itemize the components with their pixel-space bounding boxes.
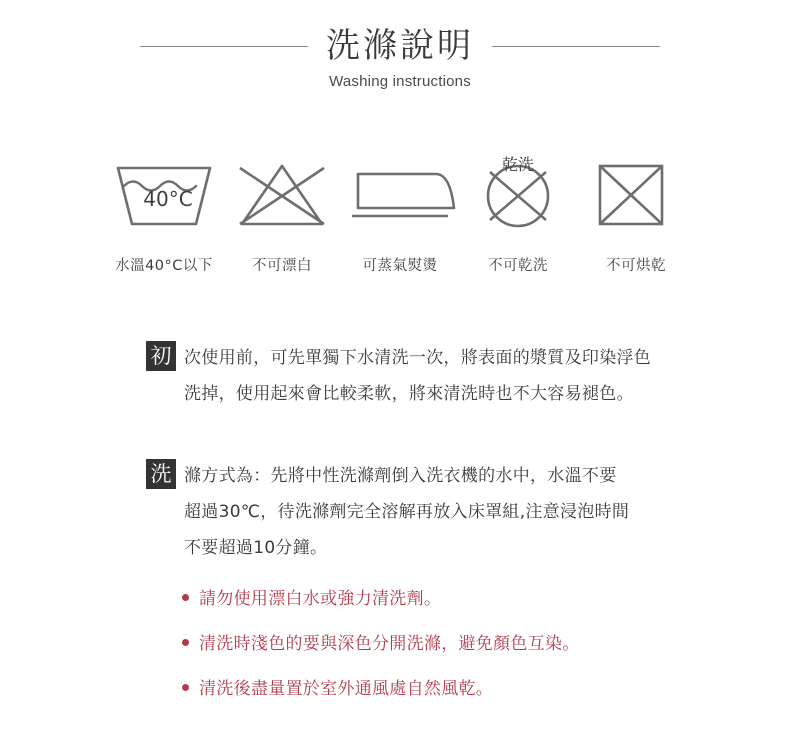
no-bleach-triangle-icon xyxy=(226,148,338,240)
care-icon-row xyxy=(0,148,800,275)
care-icon-label-tumbledry: 不可烘乾 xyxy=(606,258,666,274)
care-icon-cell-tumbledry xyxy=(577,148,695,275)
care-icon-cell-bleach xyxy=(223,148,341,275)
svg-text:40°C: 40°C xyxy=(143,187,193,211)
no-tumble-dry-icon xyxy=(580,148,692,240)
care-icon-cell-iron xyxy=(341,148,459,275)
paragraph-marker-xi: 洗 xyxy=(146,459,176,489)
paragraph2-text-line3: 不要超過10分鐘。 xyxy=(184,538,328,558)
bullet-text: 清洗後盡量置於室外通風處自然風乾。 xyxy=(199,678,494,699)
care-icon-cell-wash xyxy=(105,148,223,275)
list-item xyxy=(182,678,742,702)
paragraph-text-rest: 洗掉，使用起來會比較柔軟，將來清洗時也不大容易褪色。 xyxy=(184,384,634,404)
page-subtitle: Washing instructions xyxy=(329,73,471,91)
wash-tub-40c-icon xyxy=(108,148,220,240)
title-row xyxy=(0,28,800,65)
title-rule-right xyxy=(492,46,660,47)
paragraph-marker-chu: 初 xyxy=(146,341,176,371)
paragraph-text-line1: 次使用前，可先單獨下水清洗一次，將表面的漿質及印染浮色 xyxy=(184,348,652,368)
bullet-dot-icon xyxy=(182,684,189,691)
instruction-paragraph-washing-method xyxy=(146,458,706,566)
page-header xyxy=(0,28,800,90)
instruction-paragraph-first-use xyxy=(146,340,706,412)
bullet-dot-icon xyxy=(182,639,189,646)
dry-clean-overlay-text: 乾洗 xyxy=(501,155,535,174)
bullet-dot-icon xyxy=(182,594,189,601)
paragraph-first-line xyxy=(146,340,706,376)
bullet-text: 請勿使用漂白水或強力清洗劑。 xyxy=(199,589,442,609)
page-title: 洗滌說明 xyxy=(326,26,474,66)
paragraph2-text-line2: 超過30℃，待洗滌劑完全溶解再放入床罩組,注意浸泡時間 xyxy=(184,502,630,522)
list-item xyxy=(182,633,742,657)
bullet-text: 清洗時淺色的要與深色分開洗滌，避免顏色互染。 xyxy=(199,633,580,654)
title-rule-left xyxy=(140,46,308,47)
care-icon-cell-dryclean xyxy=(459,148,577,275)
care-icon-label-wash: 水溫40°C以下 xyxy=(115,258,213,274)
no-dry-clean-icon xyxy=(462,148,574,240)
steam-iron-icon xyxy=(344,148,456,240)
warning-bullet-list xyxy=(182,588,742,722)
care-icon-label-bleach: 不可漂白 xyxy=(252,258,312,274)
list-item xyxy=(182,588,742,612)
care-icon-label-dryclean: 不可乾洗 xyxy=(488,258,548,274)
care-icon-label-iron: 可蒸氣熨燙 xyxy=(362,258,438,274)
paragraph2-text-line1: 滌方式為：先將中性洗滌劑倒入洗衣機的水中，水溫不要 xyxy=(184,466,617,486)
paragraph2-first-line xyxy=(146,458,706,494)
